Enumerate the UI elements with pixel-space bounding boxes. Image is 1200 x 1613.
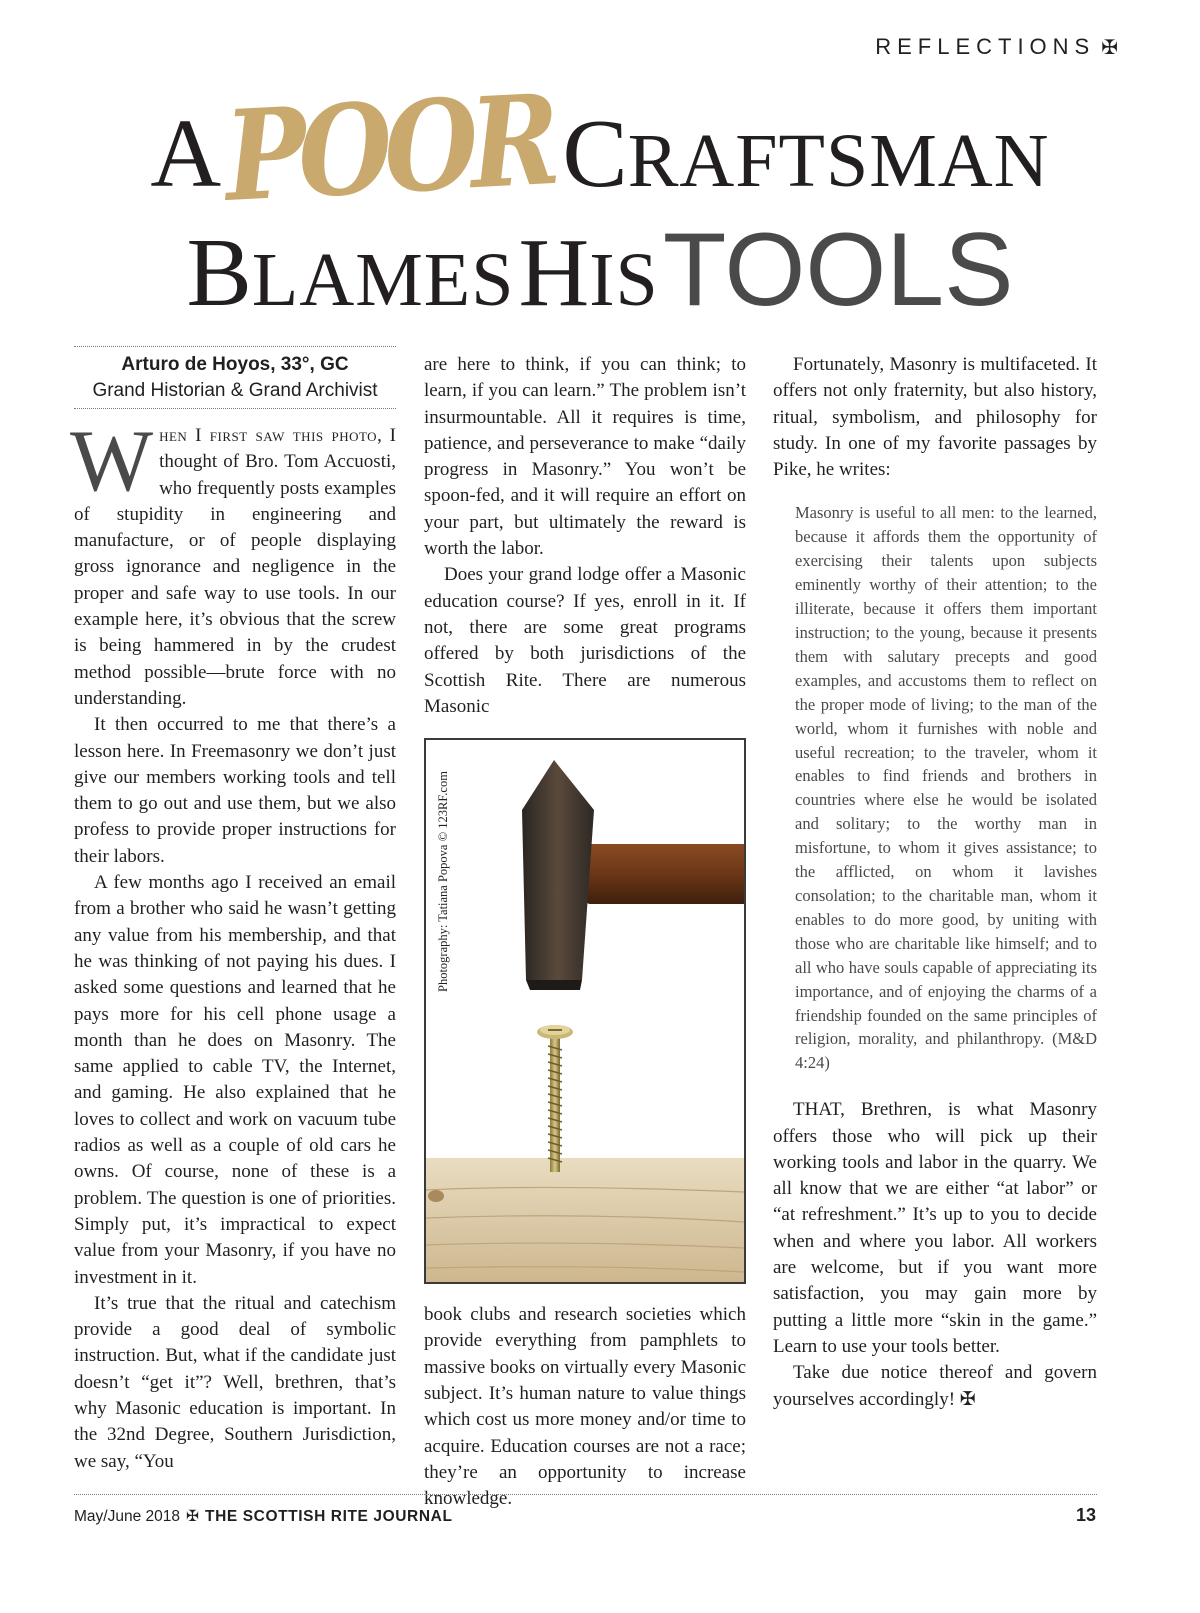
paragraph-1: When I first saw this photo, I thought of Bro. Tom Accuosti, who frequently posts examples of stupidity in engineering and manufacture, or of people displaying gross ignorance and negligence in the proper and safe way to use tools. In our example here, it’s obvious that the screw is being hammered in by the crudest method possible—brute force with no understanding.: [70, 413, 397, 709]
title-tools-word: TOOLS: [662, 212, 1014, 328]
section-label: [875, 34, 1118, 60]
title-line-1: APOORCRAFTSMAN: [150, 68, 1050, 230]
author-name: Arturo de Hoyos, 33°, GC: [121, 354, 349, 375]
byline: [74, 346, 396, 409]
hammer-screw-illustration: [426, 740, 744, 1282]
footer-issue: [74, 1507, 453, 1526]
article-title: [0, 68, 1200, 328]
section-name: REFLECTIONS: [875, 34, 1096, 59]
cross-icon: ✠: [1101, 37, 1118, 59]
column-3: [773, 352, 1097, 1413]
paragraph-5-continued: book clubs and research societies which provide everything from pamphlets to massive books on virtually every Masonic subject. It’s human nature to value things which cost us more money and/or time to acquire. Education courses are not a race; they’re an opportunity to increase knowledge.: [424, 1304, 746, 1510]
title-line-2: BLAMES HIS TOOLS: [186, 212, 1014, 328]
page-number: 13: [1075, 1505, 1096, 1525]
paragraph-4: It’s true that the ritual and catechism provide a good deal of symbolic instruction. But, what if the candidate just doesn’t “get it”? Well, brethren, that’s why Masonic education is important. In the 32nd Degree, Southern Jurisdiction, we say, “You: [74, 1292, 396, 1472]
author-role: Grand Historian & Grand Archivist: [92, 380, 378, 401]
paragraph-8: Take due notice thereof and govern yourselves accordingly! ✠: [773, 1362, 1097, 1410]
column-2: [424, 352, 746, 1513]
hammer-screw-photo: [424, 738, 746, 1284]
paragraph-4-continued: are here to think, if you can think; to learn, if you can learn.” The problem isn’t insurmountable. All it requires is time, patience, and perseverance to make “daily progress in Masonry.” You won’t be spoon-fed, and it will require an effort on your part, but ultimately the reward is worth the labor.: [424, 354, 746, 560]
photo-credit: Photography: Tatiana Popova © 123RF.com: [436, 771, 450, 993]
title-poor-word: POOR: [221, 68, 556, 230]
column-1: [70, 352, 397, 1475]
paragraph-2: It then occurred to me that there’s a lesson here. In Freemasonry we don’t just give our members working tools and tell them to go out and use them, but we also profess to provide proper instructions for their labors.: [74, 714, 396, 867]
pike-quote: Masonry is useful to all men: to the learned, because it affords them the opportunity of exercising their talents upon subjects eminently worthy of their attention; to the illiterate, because it offers them important instruction; to the young, because it presents them with salutary precepts and good examples, and accustoms them to reflect on the proper mode of living; to the man of the world, whom it furnishes with noble and useful recreation; to the traveler, whom it enables to find friends and brothers in countries where else he would be isolated and solitary; to the worthy man in misfortune, to whom it gives assistance; to the afflicted, on whom it lavishes consolation; to the charitable man, whom it enables to do more good, by uniting with those who are charitable like himself; and to all who have souls capable of appreciating its importance, and of enjoying the charms of a friendship founded on the same principles of religion, morality, and philanthropy. (M&D 4:24): [795, 503, 1097, 1073]
paragraph-3: A few months ago I received an email from a brother who said he wasn’t getting any value from his membership, and that he was thinking of not paying his dues. I asked some questions and learned that he pays more for his cell phone usage a month than he does on Masonry. The same applied to cable TV, the Internet, and gaming. He also explained that he loves to collect and work on vacuum tube radios as well as a couple of old cars he owns. Of course, none of these is a problem. The question is one of priorities. Simply put, it’s impractical to expect value from your Masonry, if you have no investment in it.: [74, 872, 396, 1288]
paragraph-7: THAT, Brethren, is what Masonry offers those who will pick up their working tools and labor in the quarry. We all know that we are either “at labor” or “at refreshment.” It’s up to you to decide when and where you labor. All workers are welcome, but if you want more satisfaction, you may gain more by putting a little more “skin in the game.” Learn to use your tools better.: [773, 1099, 1097, 1357]
paragraph-5: Does your grand lodge offer a Masonic education course? If yes, enroll in it. If not, there are some great programs offered by both jurisdictions of the Scottish Rite. There are numerous Masonic: [424, 564, 746, 717]
issue-date: May/June 2018: [74, 1508, 180, 1525]
footer-divider: [74, 1494, 1097, 1495]
paragraph-6: Fortunately, Masonry is multifaceted. It offers not only fraternity, but also history, ritual, symbolism, and philosophy for study. In one of my favorite passages by Pike, he writes:: [773, 354, 1097, 481]
drop-cap: W: [70, 413, 154, 510]
end-cross-icon: ✠: [959, 1388, 976, 1410]
journal-name: THE SCOTTISH RITE JOURNAL: [205, 1508, 453, 1525]
footer-cross-icon: ✠: [186, 1508, 199, 1525]
